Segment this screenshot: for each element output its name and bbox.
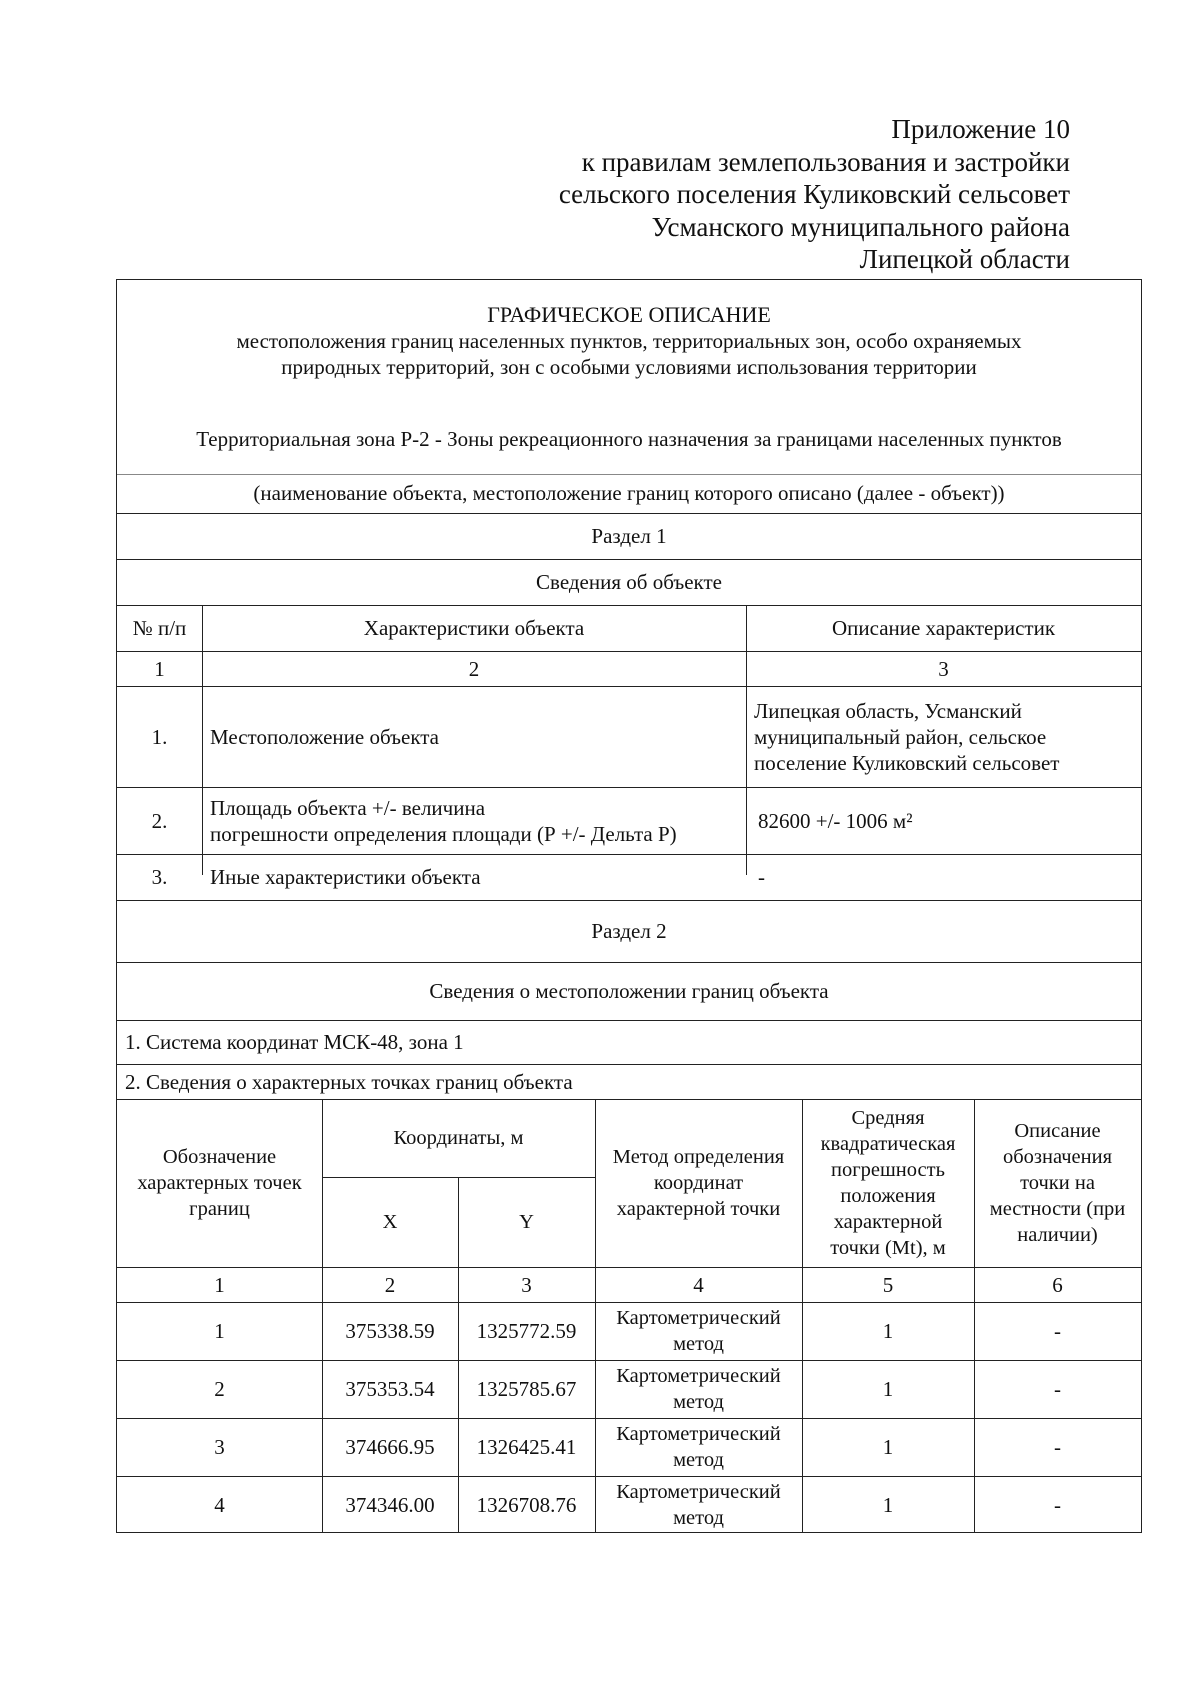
col-header-desc: [974, 1099, 1141, 1267]
point-x: 375353.54: [345, 1377, 435, 1401]
characteristic-line: погрешности определения площади (Р +/- Дельта Р): [210, 821, 677, 846]
point-id: 1: [214, 1319, 225, 1343]
col-header-point: [117, 1099, 322, 1267]
row-characteristic: [202, 787, 746, 854]
point-error: 1: [882, 1319, 894, 1343]
col-header-x: X: [382, 1211, 398, 1233]
header-line: координат: [653, 1172, 744, 1194]
method-line: метод: [673, 1449, 724, 1471]
header-line: обозначения: [1002, 1146, 1113, 1168]
point-x: 375338.59: [345, 1319, 435, 1343]
header-line: Средняя: [851, 1107, 925, 1129]
col-number: 2: [384, 1272, 396, 1297]
header-line: границ: [189, 1198, 250, 1220]
col-number: 1: [214, 1272, 225, 1297]
method-line: Картометрический: [616, 1423, 781, 1445]
point-id: 3: [214, 1435, 225, 1459]
col-number: 1: [154, 656, 165, 681]
row-characteristic: Местоположение объекта: [210, 724, 440, 749]
appendix-line: сельского поселения Куликовский сельсовет: [558, 179, 1070, 209]
header-line: точки (Mt), м: [830, 1237, 946, 1259]
document-frame: [116, 279, 1142, 1533]
col-header-error: [802, 1099, 974, 1267]
appendix-line: Липецкой области: [859, 244, 1070, 274]
header-line: Обозначение: [162, 1146, 277, 1168]
col-header-method: [595, 1099, 802, 1267]
method-line: метод: [673, 1506, 724, 1529]
method-line: метод: [673, 1333, 724, 1355]
description-line: поселение Куликовский сельсовет: [754, 750, 1060, 775]
point-desc: -: [1054, 1319, 1061, 1343]
header-line: характерной точки: [616, 1198, 781, 1220]
header-line: точки на: [1020, 1172, 1095, 1194]
method-line: Картометрический: [616, 1480, 781, 1503]
appendix-line: Приложение 10: [891, 114, 1070, 144]
document-subtitle: [117, 328, 1141, 380]
point-id: 2: [214, 1377, 225, 1401]
points-caption: 2. Сведения о характерных точках границ объекта: [125, 1069, 573, 1094]
point-method: [595, 1418, 802, 1476]
method-line: метод: [673, 1391, 724, 1413]
header-line: Метод определения: [612, 1146, 785, 1168]
col-header-coords: Координаты, м: [393, 1127, 524, 1149]
document-title: ГРАФИЧЕСКОЕ ОПИСАНИЕ: [487, 302, 771, 327]
appendix-line: к правилам землепользования и застройки: [581, 146, 1070, 177]
appendix-line: Усманского муниципального района: [651, 211, 1070, 242]
point-error: 1: [882, 1492, 894, 1517]
section2-title: Раздел 2: [591, 919, 667, 943]
row-description: -: [758, 865, 765, 889]
col-number: 5: [882, 1272, 894, 1297]
point-y: 1325785.67: [476, 1377, 577, 1401]
point-method: [595, 1302, 802, 1360]
section1-subtitle: Сведения об объекте: [536, 570, 722, 594]
row-num: 3.: [151, 865, 168, 889]
header-line: погрешность: [831, 1159, 945, 1181]
row-characteristic: Иные характеристики объекта: [210, 865, 481, 889]
row-description: 82600 +/- 1006 м²: [758, 808, 913, 833]
col-header-description: Описание характеристик: [831, 616, 1056, 640]
zone-name: Территориальная зона Р-2 - Зоны рекреационного назначения за границами населенных пунктов: [196, 427, 1062, 451]
point-x: 374346.00: [345, 1492, 435, 1517]
point-method: [595, 1476, 802, 1533]
point-desc: -: [1054, 1435, 1061, 1459]
header-line: наличии): [1017, 1224, 1098, 1246]
col-number: 4: [693, 1272, 704, 1297]
method-line: Картометрический: [616, 1307, 781, 1329]
header-line: местности (при: [989, 1198, 1126, 1220]
header-line: Описание: [1014, 1120, 1101, 1142]
point-error: 1: [882, 1435, 894, 1459]
row-num: 1.: [151, 724, 168, 749]
col-header-characteristic: Характеристики объекта: [363, 616, 585, 640]
header-line: характерной: [833, 1211, 943, 1233]
col-header-num: № п/п: [132, 616, 187, 640]
point-y: 1326708.76: [476, 1492, 577, 1517]
section2-subtitle: Сведения о местоположении границ объекта: [429, 979, 829, 1003]
header-line: квадратическая: [820, 1133, 956, 1155]
description-line: Липецкая область, Усманский: [754, 698, 1022, 723]
graphic-description-header: [117, 280, 1141, 474]
method-line: Картометрический: [616, 1365, 781, 1387]
section1-title: Раздел 1: [591, 524, 667, 548]
col-number: 3: [521, 1272, 532, 1297]
description-line: муниципальный район, сельское: [754, 724, 1047, 749]
col-number: 6: [1052, 1272, 1063, 1297]
coordinate-system: 1. Система координат МСК-48, зона 1: [125, 1030, 464, 1054]
point-y: 1325772.59: [476, 1319, 577, 1343]
col-number: 2: [468, 656, 480, 681]
appendix-heading: [559, 113, 1070, 276]
object-caption: (наименование объекта, местоположение границ которого описано (далее - объект)): [253, 481, 1005, 505]
col-number: 3: [938, 656, 949, 681]
characteristic-line: Площадь объекта +/- величина: [210, 795, 486, 820]
point-error: 1: [882, 1377, 894, 1401]
point-desc: -: [1054, 1492, 1061, 1517]
row-description: [746, 686, 1141, 787]
subtitle-line: местоположения границ населенных пунктов, территориальных зон, особо охраняемых: [236, 329, 1022, 353]
header-line: характерных точек: [137, 1172, 302, 1194]
row-num: 2.: [151, 808, 168, 833]
point-x: 374666.95: [345, 1435, 435, 1459]
point-id: 4: [214, 1492, 225, 1517]
col-header-y: Y: [519, 1211, 534, 1233]
point-method: [595, 1360, 802, 1418]
point-y: 1326425.41: [476, 1435, 577, 1459]
header-line: положения: [840, 1185, 936, 1207]
point-desc: -: [1054, 1377, 1061, 1401]
subtitle-line: природных территорий, зон с особыми условиями использования территории: [281, 355, 977, 379]
